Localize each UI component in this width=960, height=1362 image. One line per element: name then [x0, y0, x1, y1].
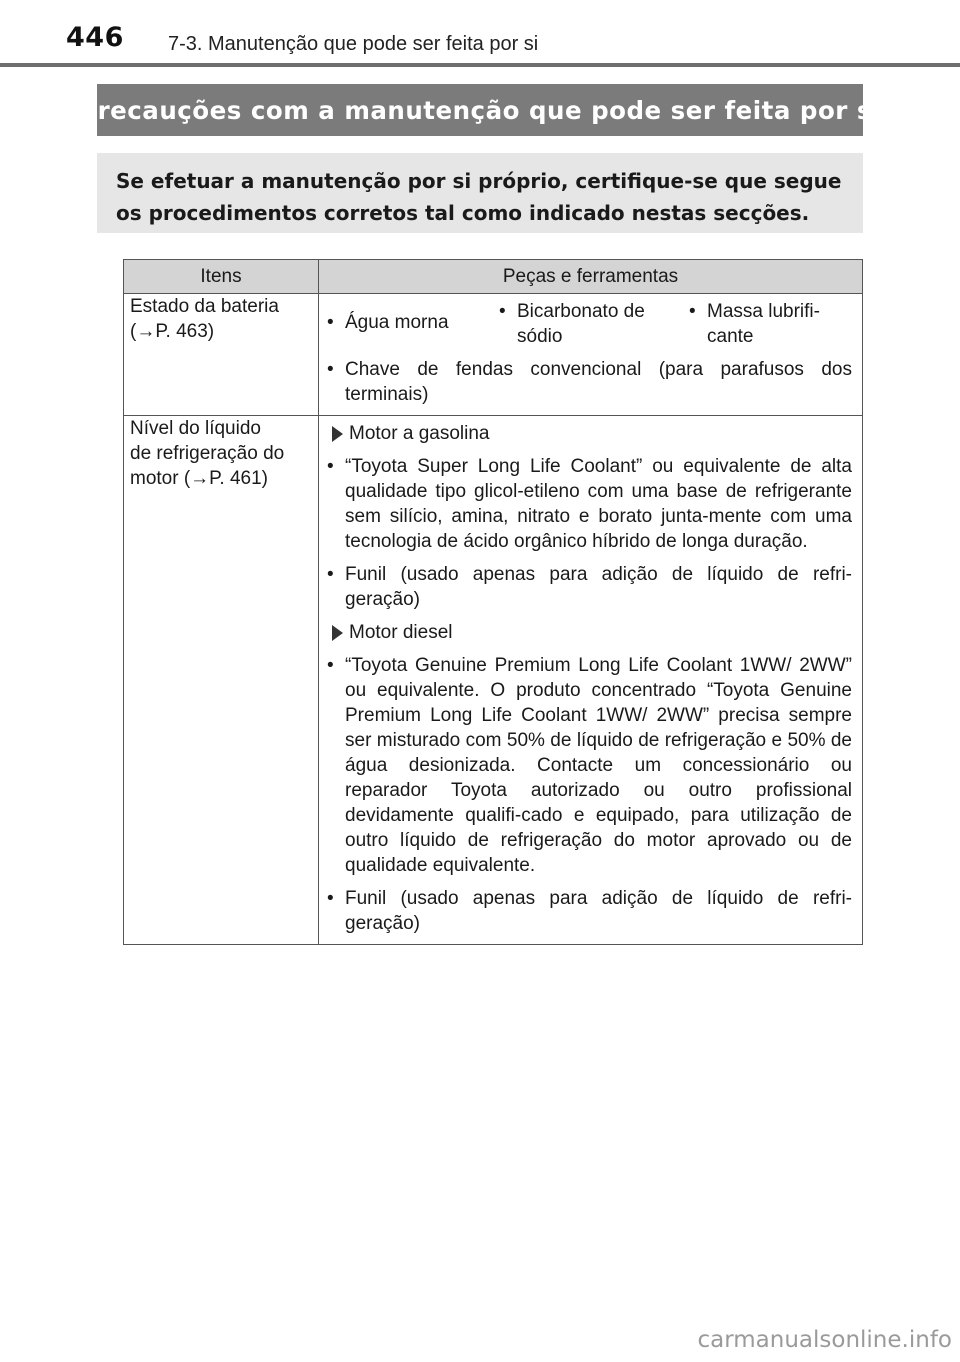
column-header-items: Itens [124, 260, 319, 294]
intro-box [97, 153, 863, 233]
page-header [0, 0, 960, 70]
page-title: Precauções com a manutenção que pode ser feita por si [97, 84, 863, 136]
list-item: • Massa lubrifi-cante [689, 301, 820, 347]
item-line: de refrigeração do [130, 443, 285, 464]
triangle-bullet-icon [332, 625, 343, 641]
intro-line: Se efetuar a manutenção por si próprio, certifique-se que segue [116, 169, 842, 193]
parts-cell-battery [319, 294, 863, 416]
list-item: • Água morna [327, 312, 449, 333]
table-header-row [124, 260, 863, 294]
diesel-subheading: Motor diesel [325, 620, 852, 645]
section-label: 7-3. Manutenção que pode ser feita por si [168, 33, 539, 55]
item-line: (→P. 463) [130, 321, 215, 342]
parts-table [123, 259, 863, 945]
list-item: • Chave de fendas convencional (para parafusos dos terminais) [327, 359, 852, 405]
parts-cell-coolant [319, 416, 863, 945]
item-line: motor (→P. 461) [130, 468, 268, 489]
header-rule [0, 63, 960, 67]
item-line: Estado da bateria [130, 296, 279, 317]
watermark: carmanualsonline.info [697, 1327, 952, 1353]
item-cell-battery [124, 294, 319, 416]
gasoline-subheading: Motor a gasolina [325, 421, 852, 446]
item-line: Nível do líquido [130, 418, 261, 439]
column-header-parts: Peças e ferramentas [319, 260, 863, 294]
table-row [124, 416, 863, 945]
list-item: • Bicarbonato de sódio [499, 301, 645, 347]
item-cell-coolant [124, 416, 319, 945]
list-item: • Funil (usado apenas para adição de líquido de refri-geração) [327, 888, 852, 934]
page-number: 446 [66, 22, 124, 53]
list-item: • “Toyota Super Long Life Coolant” ou equivalente de alta qualidade tipo glicol-etileno com uma base de refrigerante sem silício, amina, nitrato e borato junta-mente com uma tecnologia de ácido orgânico híbrido de longa duração. [327, 456, 852, 552]
triangle-bullet-icon [332, 426, 343, 442]
list-item: • Funil (usado apenas para adição de líquido de refri-geração) [327, 564, 852, 610]
table-row [124, 294, 863, 416]
intro-line: os procedimentos corretos tal como indicado nestas secções. [116, 201, 810, 225]
list-item: • “Toyota Genuine Premium Long Life Coolant 1WW/ 2WW” ou equivalente. O produto concentrado “Toyota Genuine Premium Long Life Coolant 1WW/ 2WW” precisa sempre ser misturado com 50% de líquido de refrigeração e 50% de água desionizada. Contacte um concessionário ou reparador Toyota autorizado ou outro profissional devidamente qualifi-cado e equipado, para utilização de outro líquido de refrigeração do motor aprovado ou de qualidade equivalente. [327, 655, 852, 876]
inline-bullets [325, 299, 852, 349]
